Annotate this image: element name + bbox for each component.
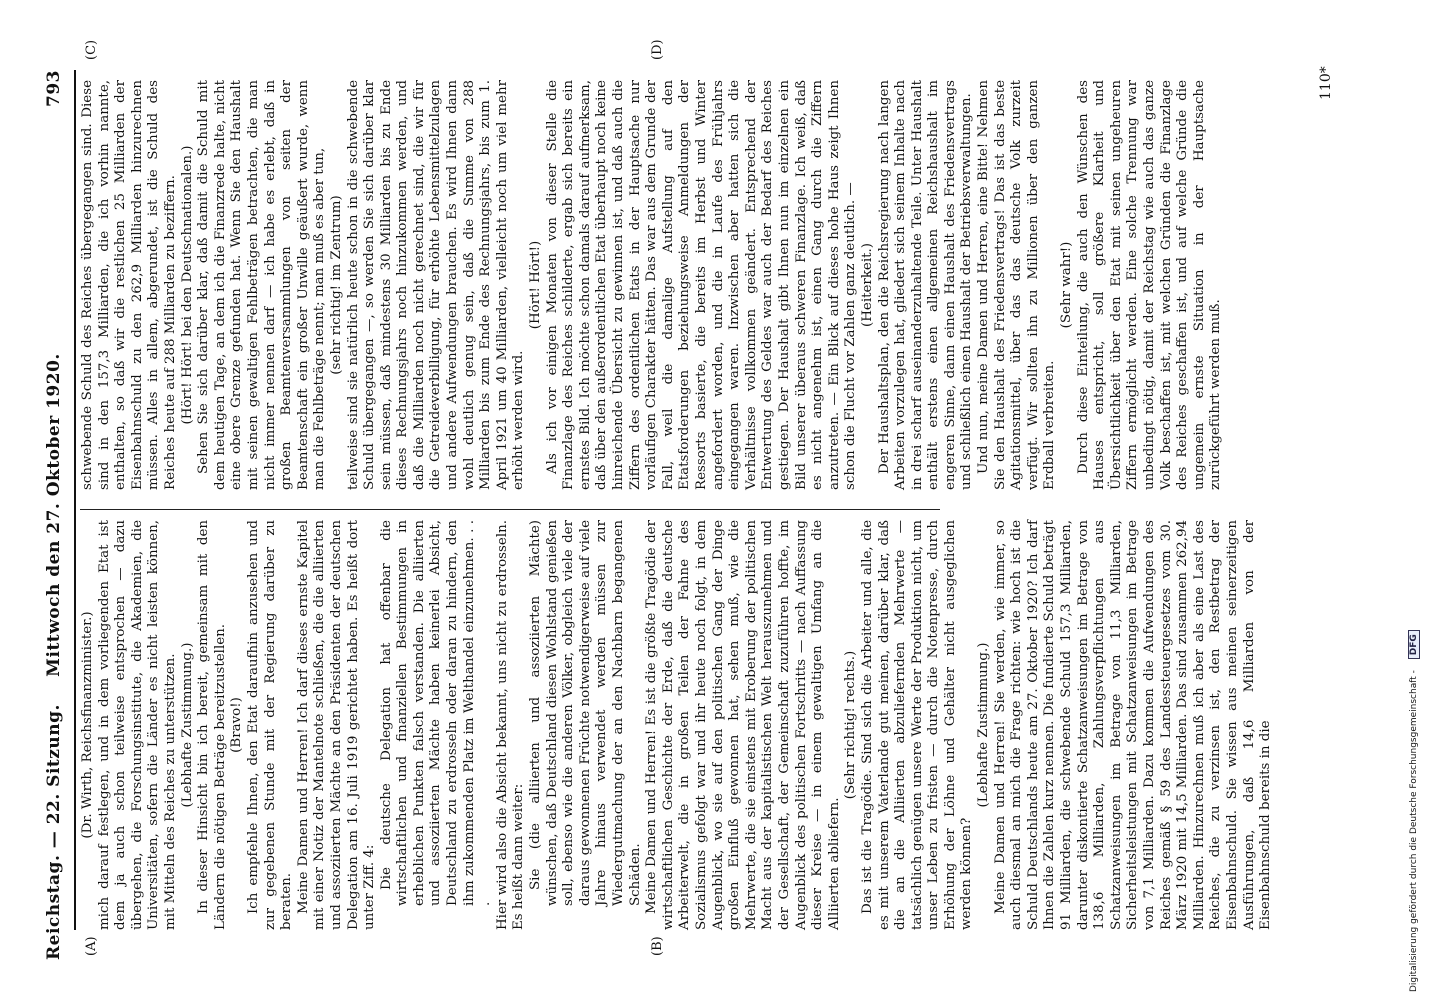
running-header xyxy=(44,70,72,960)
interjection: (Heiterkeit.) xyxy=(859,243,875,327)
digitization-credit xyxy=(1408,630,1420,992)
paragraph: Als ich vor einigen Monaten von dieser Stelle die Finanzlage des Reiches schilderte, ergab sich bereits ein ernstes Bild. Ich möchte schon damals darauf aufmerksam, daß über den außerordentlichen Etat überhaupt noch keine hinreichende Übersicht zu gewinnen ist, und daß auch die Ziffern des ordentlichen Etats in der Hauptsache nur vorläufigen Charakter hätten. Das war aus dem Grunde der Fall, weil die damalige Aufstellung auf den Etatsforderungen beziehungsweise Anmeldungen der Ressorts basierte, die bereits im Herbst und Winter angefordert worden, und die in Laufe des Frühjahrs eingegangen waren. Inzwischen aber hatten sich die Verhältnisse vollkommen geändert. Entsprechend der Entwertung des Geldes war auch der Bedarf des Reiches gestiegen. Der Haushalt gibt Ihnen nun im einzelnen ein Bild unserer überaus schweren Finanzlage. Ich weiß, daß es nicht angenehm ist, einen Gang durch die Ziffern anzutreten. — Ein Blick auf dieses hohe Haus zeigt Ihnen schon die Flucht vor Zahlen ganz deutlich. — xyxy=(544,80,859,490)
paragraph: schwebende Schuld des Reiches übergegangen sind. Diese sind in den 157,3 Milliarden, die ich vorhin nannte, enthalten, so daß wir die restlichen 25 Milliarden der Eisenbahnschuld zu den 262,9 Milliarden hinzurechnen müssen. Alles in allem, abgerundet, ist die Schuld des Reiches heute auf 288 Milliarden zu beziffern. xyxy=(80,80,178,490)
quotation: Die deutsche Delegation hat offenbar die wirtschaftlichen und finanziellen Bestimmungen in erheblichen Punkten falsch verstanden. Die alliierten und assoziierten Mächte haben keinerlei Absicht, Deutschland zu erdrosseln oder daran zu hindern, den ihm zukommenden Platz im Welthandel einzunehmen. . . . xyxy=(378,520,494,906)
header-session: Reichstag. — 22. Sitzung. xyxy=(44,704,64,960)
paragraph: Das ist die Tragödie. Sind sich die Arbeiter und alle, die es mit unserem Vaterlande gut meinen, darüber klar, daß die an die Alliierten abzuliefernden Mehrwerte — tatsächlich genügen unsere Werte der Produktion nicht, um unser Leben zu fristen — durch die Notenpresse, durch Erhöhung der Löhne und Gehälter nicht ausgeglichen werden können? xyxy=(859,520,975,930)
paragraph: Meine Damen und Herren! Es ist die größte Tragödie der wirtschaftlichen Geschichte der Erde, daß die deutsche Arbeiterwelt, die in großen Teilen der Fahne des Sozialismus gefolgt war und ihr heute noch folgt, in dem Augenblick, wo sie auf den politischen Gang der Dinge großen Einfluß gewonnen hat, sehen muß, wie die Mehrwerte, die sie einstens mit Eroberung der politischen Macht aus der kapitalistischen Welt herauszunehmen und der Gesellschaft, der Gemeinschaft zuzuführen hoffte, im Augenblick des politischen Fortschritts — nach Auffassung dieser Kreise — in einem gewaltigen Umfang an die Alliierten abliefern. xyxy=(644,520,842,930)
paragraph: Hier wird also die Absicht bekannt, uns nicht zu erdrosseln. Es heißt dann weiter: xyxy=(494,520,527,930)
header-rule xyxy=(74,70,76,930)
paragraph: Meine Damen und Herren! Ich darf dieses ernste Kapitel mit einer Notiz der Mantelnote schließen, die die alliierten und assoziierten Mächte an den Präsidenten der deutschen Delegation am 16. Juli 1919 gerichtet haben. Es heißt dort unter Ziff. 4: xyxy=(295,520,378,930)
paragraph: Sehen Sie sich darüber klar, daß damit die Schuld mit dem heutigen Tage, an dem ich die Finanzrede halte, nicht eine obere Grenze gefunden hat. Wenn Sie den Haushalt mit seinen gewaltigen Fehlbeträgen betrachten, die man nicht immer nennen darf — ich habe es erlebt, daß in großen Beamtenversammlungen von seiten der Beamtenschaft ein großer Unwille geäußert wurde, wenn man die Fehlbeträge nennt; man muß es aber tun, xyxy=(196,80,328,490)
paragraph: teilweise sind sie natürlich heute schon in die schwebende Schuld übergegangen —, so werden Sie sich darüber klar sein müssen, daß mindestens 30 Milliarden bis zu Ende dieses Rechnungsjahrs noch hinzukommen werden, und daß die Milliarden noch nicht gerechnet sind, die wir für die Getreideverbilligung, für erhöhte Lebensmittelzulagen und andere Aufwendungen brauchen. Es wird Ihnen dann wohl deutlich genug sein, daß die Summe von 288 Milliarden bis zum Ende des Rechnungsjahrs, bis zum 1. April 1921 um 40 Milliarden, vielleicht noch um viel mehr erhöht werden wird. xyxy=(345,80,527,490)
paragraph: Ich empfehle Ihnen, den Etat daraufhin anzusehen und zur gegebenen Stunde mit der Regierung darüber zu beraten. xyxy=(245,520,295,930)
interjection: (Hört! Hört! bei den Deutschnationalen.) xyxy=(179,145,195,425)
paragraph: mich darauf festlegen, und in dem vorliegenden Etat ist dem ja auch schon teilweise entsprochen — dazu übergehen, die Forschungsinstitute, die Akademien, die Universitäten, sofern die Länder es nicht leisten können, mit Mitteln des Reiches zu unterstützen. xyxy=(96,520,178,930)
header-date: Mittwoch den 27. Oktober 1920. xyxy=(44,353,64,677)
margin-mark-c: (C) xyxy=(84,39,99,60)
margin-mark-b: (B) xyxy=(650,936,665,956)
interjection: (sehr richtig! im Zentrum) xyxy=(328,195,344,375)
interjection: (Sehr wahr!) xyxy=(1059,241,1075,329)
paragraph: Und nun, meine Damen und Herren, eine Bitte! Nehmen Sie den Haushalt des Friedensvertrags! Das ist das beste Agitationsmittel, über das das deutsche Volk zurzeit verfügt. Wir sollten ihn zu Millionen über den ganzen Erdball verbreiten. xyxy=(976,80,1058,490)
dfg-logo: DFG xyxy=(1408,630,1420,659)
page-signature: 110* xyxy=(1318,66,1334,100)
paragraph: Der Haushaltsplan, den die Reichsregierung nach langen Arbeiten vorzulegen hat, gliedert sich seinem Inhalte nach in drei scharf auseinanderzuhaltende Teile. Unter Haushalt enthält erstens einen allgemeinen Reichshaushalt im engeren Sinne, dann einen Haushalt des Friedensvertrags und schließlich einen Haushalt der Betriebsverwaltungen. xyxy=(876,80,975,490)
interjection: (Sehr richtig! rechts.) xyxy=(843,650,859,800)
interjection: (Lebhafte Zustimmung.) xyxy=(179,642,195,808)
credit-text: Digitalisierung gefördert durch die Deutsche Forschungsgemeinschaft - xyxy=(1409,670,1419,992)
interjection: (Bravo!) xyxy=(229,697,245,753)
left-column xyxy=(80,520,1275,930)
interjection: (Lebhafte Zustimmung.) xyxy=(976,642,992,808)
interjection: (Hört! Hört!) xyxy=(528,240,544,330)
paragraph: Durch diese Einteilung, die auch den Wünschen des Hauses entspricht, soll größere Klarheit und Übersichtlichkeit über den Etat mit seinen ungeheuren Ziffern ermöglicht werden. Eine solche Trennung war unbedingt nötig, damit der Reichstag wie auch das ganze Volk beschaffen ist, mit welchen Gründen die Finanzlage des Reiches geschaffen ist, und auf welche Gründe die ungemein ernste Situation in der Hauptsache zurückgeführt werden muß. xyxy=(1075,80,1224,490)
right-column xyxy=(80,80,1225,490)
quotation: Sie (die alliierten und assoziierten Mächte) wünschen, daß Deutschland diesen Wohlstand genießen soll, ebenso wie die anderen Völker, obgleich viele der daraus gewonnenen Früchte notwendigerweise auf viele Jahre hinaus verwendet werden müssen zur Wiedergutmachung der an den Nachbarn begangenen Schäden. xyxy=(528,520,643,906)
column-divider xyxy=(80,509,940,510)
paragraph: Meine Damen und Herren! Sie werden, wie immer, so auch diesmal an mich die Frage richten: wie hoch ist die Schuld Deutschlands heute am 27. Oktober 1920? Ich darf Ihnen die Zahlen kurz nennen. Die fundierte Schuld beträgt 91 Milliarden, die schwebende Schuld 157,3 Milliarden, darunter diskontierte Schatzanweisungen im Betrage von 138,6 Milliarden, Zahlungsverpflichtungen aus Schatzanweisungen im Betrage von 11,3 Milliarden, Sicherheitsleistungen mit Schatzanweisungen im Betrage von 7,1 Milliarden. Dazu kommen die Aufwendungen des Reiches gemäß § 59 des Landessteuergesetzes vom 30. März 1920 mit 14,5 Milliarden. Das sind zusammen 262,94 Milliarden. Hinzurechnen muß ich aber als eine Last des Reiches, die zu verzinsen ist, den Restbetrag der Eisenbahnschuld. Sie wissen aus meinen seinerzeitigen Ausführungen, daß 14,6 Milliarden von der Eisenbahnschuld bereits in die xyxy=(992,520,1274,930)
paragraph: In dieser Hinsicht bin ich bereit, gemeinsam mit den Ländern die nötigen Beträge bereitzustellen. xyxy=(196,520,228,930)
header-page-number: 793 xyxy=(44,70,64,107)
margin-mark-a: (A) xyxy=(84,936,99,956)
speaker-attribution: (Dr. Wirth, Reichsfinanzminister.) xyxy=(80,611,95,839)
margin-mark-d: (D) xyxy=(650,39,665,60)
